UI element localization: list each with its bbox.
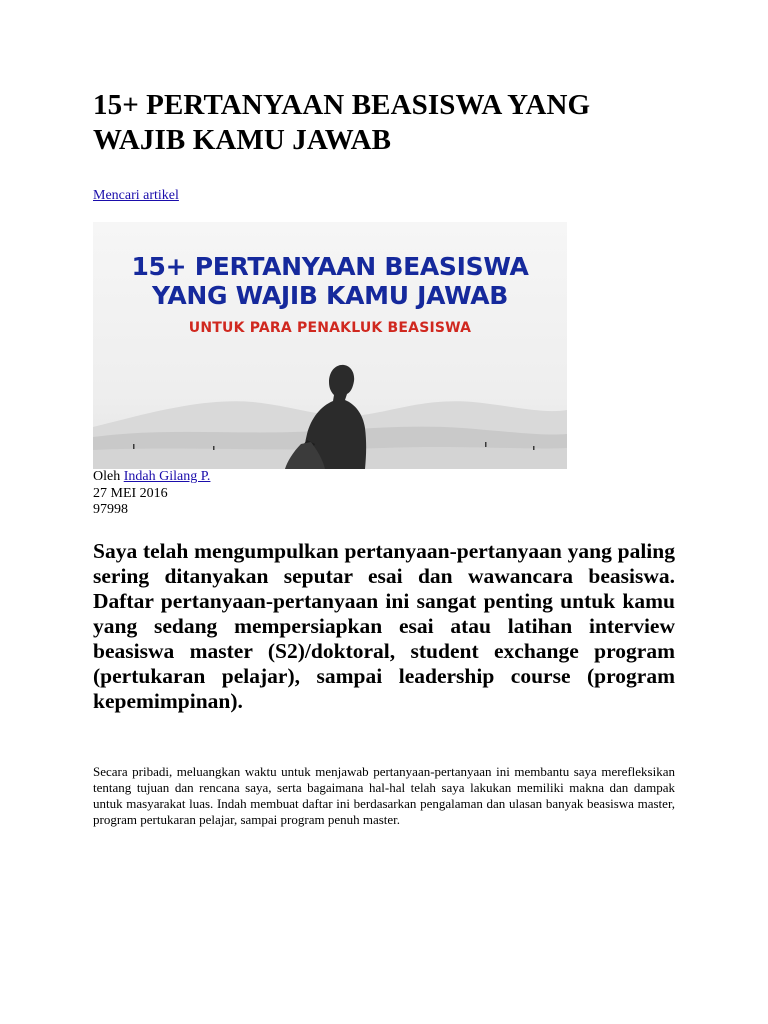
article-title-line-1: 15+ PERTANYAAN BEASISWA YANG	[93, 89, 591, 121]
search-articles-link[interactable]: Mencari artikel	[93, 188, 179, 203]
hero-title-line-1: 15+ PERTANYAAN BEASISWA	[131, 252, 529, 281]
byline-prefix: Oleh	[93, 469, 121, 484]
article-title-line-2: WAJIB KAMU JAWAB	[93, 124, 392, 156]
author-link[interactable]: Indah Gilang P.	[123, 469, 211, 484]
hero-image	[93, 222, 567, 469]
byline	[93, 469, 210, 485]
view-count: 97998	[93, 502, 128, 517]
hero-subtitle: UNTUK PARA PENAKLUK BEASISWA	[188, 320, 472, 336]
lead-paragraph: Saya telah mengumpulkan pertanyaan-pertanyaan yang paling sering ditanyakan seputar esai dan wawancara beasiswa. Daftar pertanyaan-pertanyaan ini sangat penting untuk kamu yang sedang mempersiapkan esai atau latihan interview beasiswa master (S2)/doktoral, student exchange program (pertukaran pelajar), sampai leadership course (program kepemimpinan).	[93, 539, 675, 713]
publish-date: 27 MEI 2016	[93, 486, 168, 501]
article-title	[93, 88, 675, 158]
hero-title-line-2: YANG WAJIB KAMU JAWAB	[151, 281, 509, 310]
body-paragraph: Secara pribadi, meluangkan waktu untuk menjawab pertanyaan-pertanyaan ini membantu saya merefleksikan tentang tujuan dan rencana saya, serta bagaimana hal-hal telah saya lakukan memiliki makna dan dampak untuk masyarakat luas. Indah membuat daftar ini berdasarkan pengalaman dan ulasan banyak beasiswa master, program pertukaran pelajar, sampai program penuh master.	[93, 764, 675, 827]
